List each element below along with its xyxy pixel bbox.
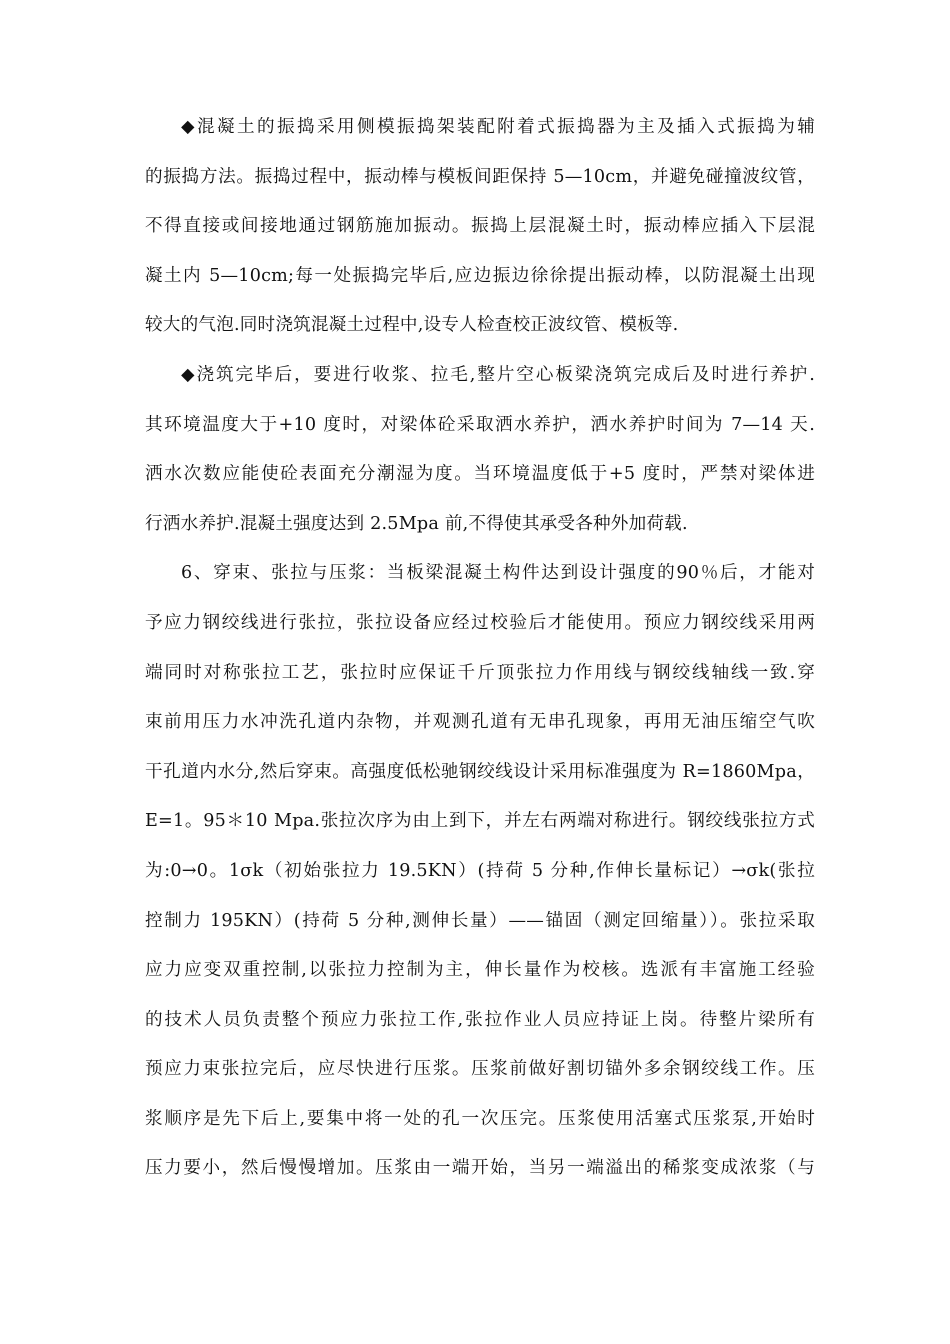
text-line: 洒水次数应能使砼表面充分潮湿为度。当环境温度低于+5 度时，严禁对梁体进 (145, 464, 815, 485)
text-line: 凝土内 5—10cm;每一处振捣完毕后,应边振边徐徐提出振动棒，以防混凝土出现 (145, 265, 815, 286)
document-body (145, 103, 815, 1194)
text-line: 不得直接或间接地通过钢筋施加振动。振捣上层混凝土时，振动棒应插入下层混 (145, 216, 815, 237)
text-line: 浆顺序是先下后上,要集中将一处的孔一次压完。压浆使用活塞式压浆泵,开始时 (145, 1108, 815, 1129)
text-line: ◆浇筑完毕后，要进行收浆、拉毛,整片空心板梁浇筑完成后及时进行养护. (181, 364, 815, 385)
paragraph-tensioning-grouting (145, 549, 815, 1194)
text-line: 压力要小，然后慢慢增加。压浆由一端开始，当另一端溢出的稀浆变成浓浆（与 (145, 1158, 815, 1179)
text-line: 端同时对称张拉工艺，张拉时应保证千斤顶张拉力作用线与钢绞线轴线一致.穿 (145, 662, 815, 683)
text-line: 的技术人员负责整个预应力张拉工作,张拉作业人员应持证上岗。待整片梁所有 (145, 1009, 815, 1030)
text-line: 其环境温度大于+10 度时，对梁体砼采取洒水养护，洒水养护时间为 7—14 天. (145, 414, 815, 435)
text-line: 应力应变双重控制,以张拉力控制为主，伸长量作为校核。选派有丰富施工经验 (145, 960, 815, 981)
paragraph-curing (145, 351, 815, 549)
text-line: 的振捣方法。振捣过程中，振动棒与模板间距保持 5—10cm，并避免碰撞波纹管， (145, 166, 815, 187)
text-line: 控制力 195KN）(持荷 5 分种,测伸长量）——锚固（测定回缩量））。张拉采取 (145, 910, 815, 931)
text-line: 为:0→0。1σk（初始张拉力 19.5KN）(持荷 5 分种,作伸长量标记）→σk(张拉 (145, 860, 815, 881)
text-line: 干孔道内水分,然后穿束。高强度低松驰钢绞线设计采用标准强度为 R=1860Mpa， (145, 761, 815, 782)
text-line: 予应力钢绞线进行张拉，张拉设备应经过校验后才能使用。预应力钢绞线采用两 (145, 612, 815, 633)
text-line: 束前用压力水冲洗孔道内杂物，并观测孔道有无串孔现象，再用无油压缩空气吹 (145, 712, 815, 733)
text-line: 6、穿束、张拉与压浆：当板梁混凝土构件达到设计强度的90％后，才能对 (181, 563, 815, 584)
text-line: 预应力束张拉完后，应尽快进行压浆。压浆前做好割切锚外多余钢绞线工作。压 (145, 1059, 815, 1080)
text-line: 行洒水养护.混凝土强度达到 2.5Mpa 前,不得使其承受各种外加荷载. (145, 513, 688, 534)
text-line: E=1。95＊10 Mpa.张拉次序为由上到下，并左右两端对称进行。钢绞线张拉方式 (145, 811, 815, 832)
text-line: 较大的气泡.同时浇筑混凝土过程中,设专人检查校正波纹管、模板等. (145, 315, 679, 336)
text-line: ◆混凝土的振捣采用侧模振捣架装配附着式振捣器为主及插入式振捣为辅 (181, 117, 815, 137)
paragraph-concrete-vibration (145, 103, 815, 351)
